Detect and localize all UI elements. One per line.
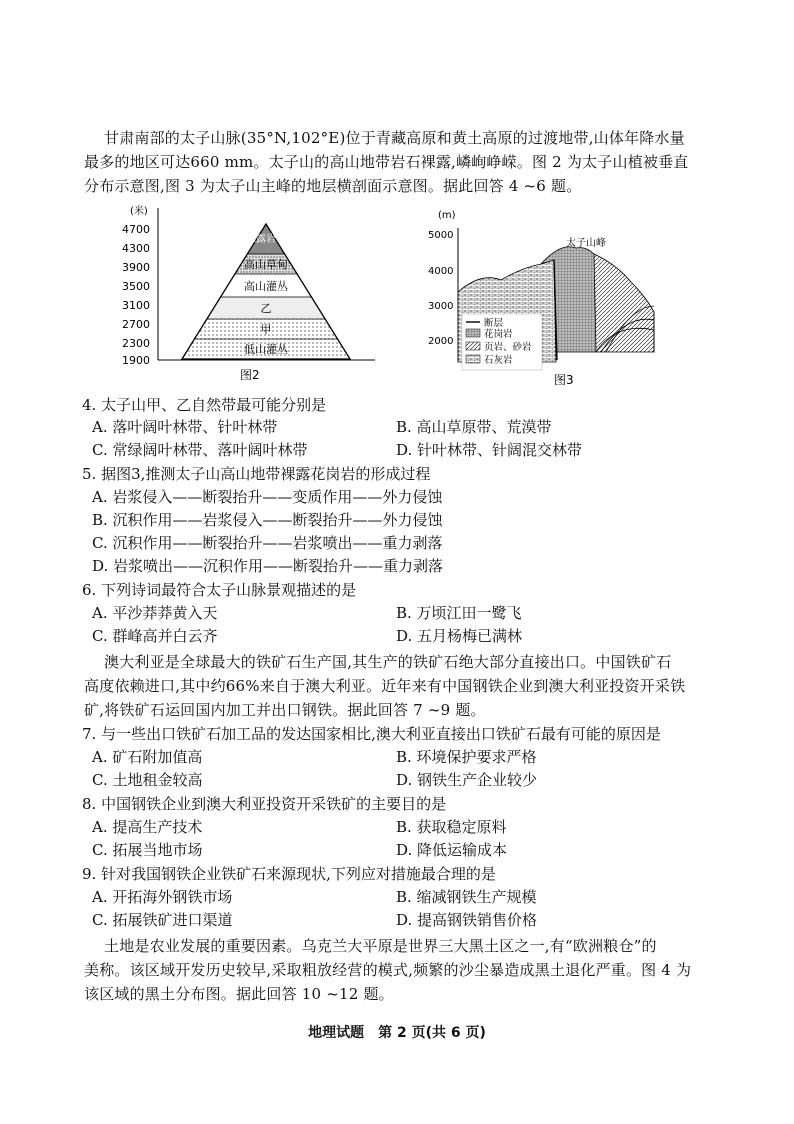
intro-3-line-3: 该区域的黑土分布图。据此回答 10 ~12 题。 [84, 985, 394, 1003]
fig3-legend-label: 页岩、砂岩 [484, 342, 532, 353]
option-a[interactable]: A. 落叶阔叶林带、针叶林带 [92, 418, 278, 436]
fig3-caption: 图3 [554, 373, 574, 387]
fig2-band-label: 甲 [260, 323, 272, 336]
option-d[interactable]: D. 提高钢铁销售价格 [396, 911, 538, 929]
option-d[interactable]: D. 岩浆喷出——沉积作用——断裂抬升——重力剥落 [92, 557, 444, 575]
question-stem: 8. 中国钢铁企业到澳大利亚投资开采铁矿的主要目的是 [82, 795, 447, 813]
option-b[interactable]: B. 沉积作用——岩浆侵入——断裂抬升——外力侵蚀 [92, 511, 443, 529]
intro-3-line-1: 土地是农业发展的重要因素。乌克兰大平原是世界三大黑土区之一,有“欧洲粮仓”的 [104, 937, 657, 955]
option-c[interactable]: C. 沉积作用——断裂抬升——岩浆喷出——重力剥落 [92, 534, 443, 552]
intro-2-line-1: 澳大利亚是全球最大的铁矿石生产国,其生产的铁矿石绝大部分直接出口。中国铁矿石 [104, 653, 672, 671]
option-b[interactable]: B. 高山草原带、荒漠带 [396, 418, 552, 436]
page-footer: 地理试题 第 2 页(共 6 页) [308, 1025, 486, 1041]
option-d[interactable]: D. 降低运输成本 [396, 841, 508, 859]
fig3-legend-shale-swatch [466, 342, 480, 350]
fig3-legend-label: 石灰岩 [484, 355, 513, 366]
fig3-tick: 2000 [428, 336, 454, 347]
option-b[interactable]: B. 获取稳定原料 [396, 818, 507, 836]
fig3-legend-label: 花岗岩 [484, 329, 513, 340]
option-a[interactable]: A. 开拓海外钢铁市场 [92, 888, 233, 906]
fig3-legend-label: 断层 [484, 318, 504, 329]
option-a[interactable]: A. 岩浆侵入——断裂抬升——变质作用——外力侵蚀 [92, 488, 443, 506]
option-d[interactable]: D. 五月杨梅已满林 [396, 627, 523, 645]
fig3-legend-granite-swatch [466, 329, 480, 337]
option-c[interactable]: C. 常绿阔叶林带、落叶阔叶林带 [92, 441, 308, 459]
option-a[interactable]: A. 平沙莽莽黄入天 [92, 604, 218, 622]
option-c[interactable]: C. 群峰高并白云齐 [92, 627, 218, 645]
intro-1-line-2: 最多的地区可达660 mm。太子山的高山地带岩石裸露,嶙峋峥嵘。图 2 为太子山植被垂直 [84, 153, 689, 171]
intro-2-line-3: 矿,将铁矿石运回国内加工并出口钢铁。据此回答 7 ~9 题。 [84, 701, 486, 719]
question-stem: 7. 与一些出口铁矿石加工品的发达国家相比,澳大利亚直接出口铁矿石最有可能的原因是 [82, 725, 661, 743]
option-b[interactable]: B. 缩减钢铁生产规模 [396, 888, 537, 906]
fig3-legend-limestone-swatch [466, 355, 480, 363]
question-stem: 5. 据图3,推测太子山高山地带裸露花岗岩的形成过程 [82, 465, 431, 483]
fig2-tick: 4700 [122, 223, 150, 236]
fig2-tick: 1900 [122, 354, 150, 367]
fig3-tick: 3000 [428, 301, 454, 312]
option-a[interactable]: A. 矿石附加值高 [92, 748, 203, 766]
option-b[interactable]: B. 环境保护要求严格 [396, 748, 537, 766]
fig2-tick: 4300 [122, 242, 150, 255]
fig2-band-label: 高山灌丛 [244, 280, 288, 293]
intro-1-line-1: 甘肃南部的太子山脉(35°N,102°E)位于青藏高原和黄土高原的过渡地带,山体年降水量 [104, 129, 685, 147]
intro-1-line-3: 分布示意图,图 3 为太子山主峰的地层横剖面示意图。据此回答 4 ~6 题。 [84, 177, 582, 195]
figure-3-cross-section [426, 202, 676, 387]
option-a[interactable]: A. 提高生产技术 [92, 818, 203, 836]
fig2-band-label: 裸露岩石 [246, 234, 286, 245]
option-d[interactable]: D. 钢铁生产企业较少 [396, 771, 538, 789]
fig2-band-label: 乙 [260, 302, 272, 315]
fig3-y-unit: (m) [438, 210, 456, 221]
question-stem: 9. 针对我国钢铁企业铁矿石来源现状,下列应对措施最合理的是 [82, 865, 496, 883]
fig2-caption: 图2 [240, 368, 260, 382]
option-c[interactable]: C. 拓展铁矿进口渠道 [92, 911, 233, 929]
question-stem: 6. 下列诗词最符合太子山脉景观描述的是 [82, 581, 357, 599]
fig2-band-label: 低山灌丛 [244, 343, 288, 356]
fig2-band-label: 高山草甸 [244, 258, 288, 271]
option-b[interactable]: B. 万顷江田一鹭飞 [396, 604, 522, 622]
fig2-y-unit: (米) [130, 206, 148, 217]
figure-2-vegetation-zones [120, 202, 390, 382]
option-c[interactable]: C. 土地租金较高 [92, 771, 203, 789]
fig3-tick: 5000 [428, 230, 454, 241]
fig3-tick: 4000 [428, 266, 454, 277]
fig3-peak-label: 太子山峰 [566, 238, 606, 249]
option-c[interactable]: C. 拓展当地市场 [92, 841, 203, 859]
fig2-tick: 3900 [122, 261, 150, 274]
option-d[interactable]: D. 针叶林带、针阔混交林带 [396, 441, 583, 459]
fig2-tick: 3100 [122, 299, 150, 312]
intro-3-line-2: 美称。该区域开发历史较早,采取粗放经营的模式,频繁的沙尘暴造成黑土退化严重。图 4 为 [84, 961, 692, 979]
fig2-tick: 2700 [122, 318, 150, 331]
question-stem: 4. 太子山甲、乙自然带最可能分别是 [82, 396, 327, 414]
intro-2-line-2: 高度依赖进口,其中约66%来自于澳大利亚。近年来有中国钢铁企业到澳大利亚投资开采铁 [84, 677, 686, 695]
fig3-terrain-right [594, 254, 654, 352]
fig2-tick: 2300 [122, 337, 150, 350]
fig2-tick: 3500 [122, 280, 150, 293]
